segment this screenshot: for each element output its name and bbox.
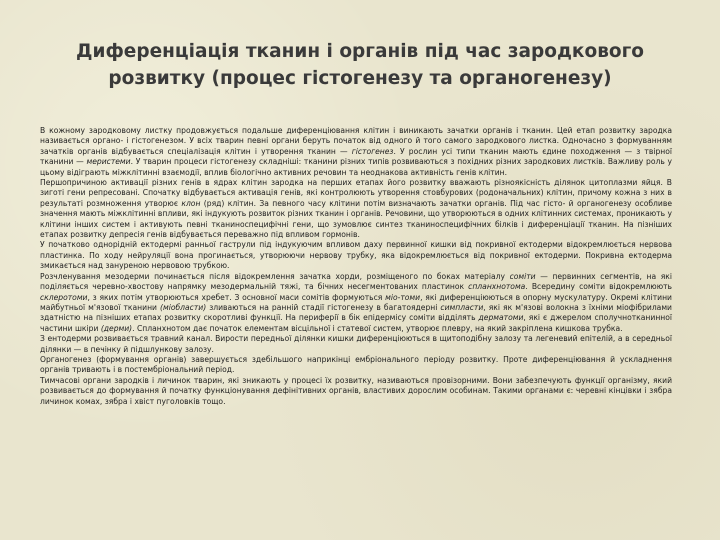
body-paragraph (40, 178, 672, 240)
italic-term: гістогенез (351, 146, 394, 156)
italic-term: клон (181, 198, 201, 208)
italic-term: (міобласти) (160, 302, 207, 312)
paragraph-text: (ряд) клітин. За певного часу клітини потім визначають зачатки органів. Під час гісто- й органогенезу особливе значення мають міжклітинні впливи, які індукують розвиток різних тканин і органів. Речовини, що утворюються в одних клітинних системах, проникають у клітини інших систем і активують певні тканиноспецифічні гени, що зумовлює синтез тканиноспецифічних білків і диференціації тканин. На пізніших етапах розвитку депресія генів відбувається переважно під впливом гормонів. (40, 198, 672, 240)
italic-term: дерматоми (478, 313, 524, 323)
paragraph-text: , які диференціюються в опорну мускулатуру. Окремі клітини майбутньої м'язової тканини (40, 292, 672, 312)
body-paragraph (40, 126, 672, 178)
italic-term: соміти (509, 271, 536, 281)
body-paragraph (40, 334, 672, 355)
italic-term: симпласти (440, 302, 484, 312)
paragraph-text: , які як м'язові волокна з їхніми міофібрилами здатністю на пізніших етапах розвитку скоротливі функції. На периферії в бік епідермісу соміти відділять (40, 302, 672, 323)
body-paragraph (40, 355, 672, 376)
paragraph-text: Першопричиною активації різних генів в ядрах клітин зародка на перших етапах його розвитку вважають різноякісність ділянок цитоплазми яйця. В зиготі гени репресовані. Спочатку відбувається активація генів, які контролюють утворення стовбурових (родоначальних) клітин, причому кожна з них в результаті розмноження утворює (40, 178, 672, 208)
paragraph-text: . У тварин процеси гістогенезу складніші: тканини різних типів розвиваються з похідних різних зародкових листків. Важливу роль у цьому відіграють міжклітинні взаємодії, вплив біологічно активних речовин та неоднакова активність генів клітин. (40, 157, 672, 177)
paragraph-text: У початково однорідній ектодермі ранньої гаструли під індукуючим впливом даху первинної кишки від покривної ектодерми відокремлюється нервова пластинка. По ходу нейруляції вона прогинається, утворюючи нервову трубку, яка відокремлюється від покривної ектодерми. Покривна ектодерма змикається над зануреною нервовою трубкою. (40, 240, 672, 271)
paragraph-text: зливаються на ранній стадії гістогенезу в багатоядерні (206, 302, 441, 312)
body-text (40, 126, 672, 407)
body-paragraph (40, 272, 672, 334)
italic-term: (дерми) (100, 323, 133, 333)
paragraph-text: . Спланхнотом дає початок елементам вісцільної і статевої систем, утворює плевру, на який закріплена кишкова трубка. (132, 323, 623, 333)
paragraph-text: . У рослин усі типи тканин мають єдине походження — з твірної тканини — (40, 146, 672, 167)
body-paragraph (40, 376, 672, 407)
paragraph-text: , з яких потім утворюються хребет. З основної маси сомітів формуються (87, 292, 386, 302)
paragraph-text: — первинних сегментів, на які поділяється черевно-хвостову напрямку мезодермальній тяжі, та бічних несегментованих пластинок (40, 271, 672, 292)
body-paragraph (40, 240, 672, 271)
title-line-1: Диференціація тканин і органів під час зародкового (76, 41, 644, 62)
italic-term: міо-томи (385, 292, 421, 302)
italic-term: меристеми (86, 157, 131, 167)
italic-term: склеротоми (40, 292, 88, 302)
paragraph-text: З ентодерми розвивається травний канал. Вирости передньої ділянки кишки диференціюються в щитоподібну залозу та легеневий епітелій, а в середньої ділянки — в печінку й підшлункову залозу. (40, 334, 672, 354)
paragraph-text: Тимчасові органи зародків і личинок тварин, які зникають у процесі їх розвитку, називаються провізорними. Вони забезпечують функції організму, який розвивається до формування й початку функціонування дефінітивних органів, властивих дорослим особинам. Такими органами є: черевні кінцівки і зябра личинок комах, зябра і хвіст пуголовків тощо. (40, 375, 672, 406)
paragraph-text: Розчленування мезодерми починається після відокремлення зачатка хорди, розміщеного по боках матеріалу (40, 271, 510, 281)
slide-title (40, 38, 680, 92)
paragraph-text: , які є джерелом сполучнотканинної частини шкіри (40, 313, 673, 333)
italic-term: спланхнотома (468, 282, 526, 292)
paragraph-text: В кожному зародковому листку продовжується подальше диференціювання клітин і виникають зачатки органів і тканин. Цей етап розвитку зародка називається органо- і гістогенезом. У всіх тварин певні органи беруть початок від одного й того самого зародкового листка. Одночасно з формуванням зачатків органів відбувається спеціалізація клітин і утворення тканин — (40, 126, 672, 156)
paragraph-text: . Всередину соміти відокремлюють (525, 282, 672, 292)
paragraph-text: Органогенез (формування органів) завершується здебільшого наприкінці ембріонального періоду розвитку. Проте диференціювання й ускладнення органів тривають і в постембріональний період. (40, 354, 672, 375)
title-line-2: розвитку (процес гістогенезу та органогенезу) (108, 68, 612, 89)
